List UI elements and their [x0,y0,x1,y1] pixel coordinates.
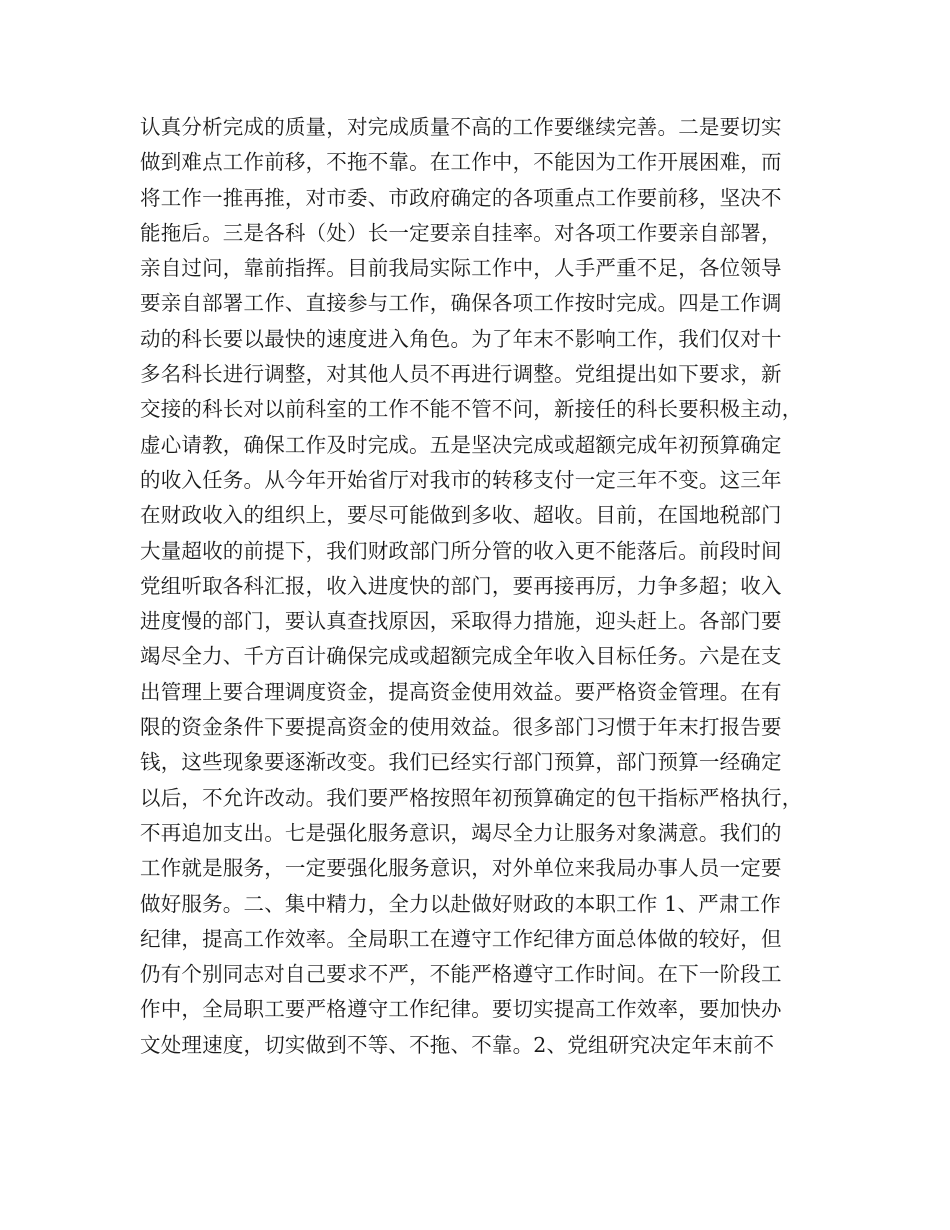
body-text [140,110,840,1063]
text-line: 竭尽全力、千方百计确保完成或超额完成全年收入目标任务。六是在支 [140,644,782,669]
text-line: 做好服务。二、集中精力，全力以赴做好财政的本职工作 1、严肃工作 [140,891,781,916]
text-line: 钱，这些现象要逐渐改变。我们已经实行部门预算，部门预算一经确定 [140,750,782,775]
text-line: 做到难点工作前移，不拖不靠。在工作中，不能因为工作开展困难，而 [140,150,782,175]
text-line: 仍有个别同志对自己要求不严，不能严格遵守工作时间。在下一阶段工 [140,962,782,987]
text-line: 虚心请教，确保工作及时完成。五是坚决完成或超额完成年初预算确定 [140,432,782,457]
text-line: 作中，全局职工要严格遵守工作纪律。要切实提高工作效率，要加快办 [140,997,782,1022]
text-line: 在财政收入的组织上，要尽可能做到多收、超收。目前，在国地税部门 [140,503,782,528]
text-line: 的收入任务。从今年开始省厅对我市的转移支付一定三年不变。这三年 [140,467,782,492]
text-line: 亲自过问，靠前指挥。目前我局实际工作中，人手严重不足，各位领导 [140,256,782,281]
text-line: 纪律，提高工作效率。全局职工在遵守工作纪律方面总体做的较好，但 [140,926,782,951]
text-line: 动的科长要以最快的速度进入角色。为了年末不影响工作，我们仅对十 [140,326,782,351]
text-line: 党组听取各科汇报，收入进度快的部门，要再接再厉，力争多超；收入 [140,573,782,598]
text-line: 将工作一推再推，对市委、市政府确定的各项重点工作要前移，坚决不 [140,185,782,210]
text-line: 能拖后。三是各科（处）长一定要亲自挂率。对各项工作要亲自部署， [140,220,782,245]
text-line: 不再追加支出。七是强化服务意识，竭尽全力让服务对象满意。我们的 [140,820,782,845]
text-line: 多名科长进行调整，对其他人员不再进行调整。党组提出如下要求，新 [140,362,782,387]
text-line: 以后，不允许改动。我们要严格按照年初预算确定的包干指标严格执行， [140,785,803,810]
text-line: 要亲自部署工作、直接参与工作，确保各项工作按时完成。四是工作调 [140,291,782,316]
text-line: 认真分析完成的质量，对完成质量不高的工作要继续完善。二是要切实 [140,115,782,139]
text-line: 限的资金条件下要提高资金的使用效益。很多部门习惯于年末打报告要 [140,715,782,740]
text-line: 交接的科长对以前科室的工作不能不管不问，新接任的科长要积极主动， [140,397,803,422]
text-line: 大量超收的前提下，我们财政部门所分管的收入更不能落后。前段时间 [140,538,782,563]
text-line: 进度慢的部门，要认真查找原因，采取得力措施，迎头赶上。各部门要 [140,609,782,634]
text-line: 工作就是服务，一定要强化服务意识，对外单位来我局办事人员一定要 [140,856,782,881]
text-line: 出管理上要合理调度资金，提高资金使用效益。要严格资金管理。在有 [140,679,782,704]
text-line: 文处理速度，切实做到不等、不拖、不靠。2、党组研究决定年末前不 [140,1032,775,1057]
